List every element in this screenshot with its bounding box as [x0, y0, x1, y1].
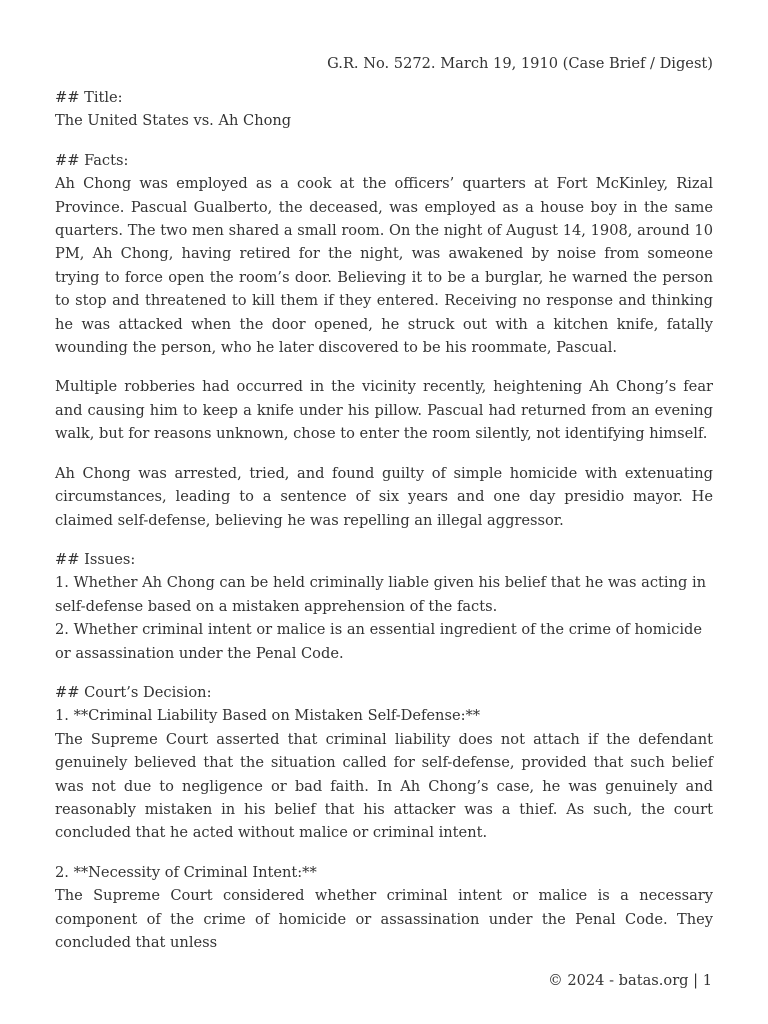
- decision-point-2-text: The Supreme Court considered whether criminal intent or malice is a necessary component of the crime of homicide or assassination under the Penal Code. They concluded that unless: [55, 887, 713, 951]
- title-section: [55, 86, 713, 133]
- facts-paragraph-2: Multiple robberies had occurred in the vicinity recently, heightening Ah Chong’s fear and causing him to keep a knife under his pillow. Pascual had returned from an evening walk, but for reasons unknown, chose to enter the room silently, not identifying himself.: [55, 378, 713, 443]
- facts-paragraph-3: Ah Chong was arrested, tried, and found guilty of simple homicide with extenuating circumstances, leading to a sentence of six years and one day presidio mayor. He claimed self-defense, believing he was repelling an illegal aggressor.: [55, 464, 713, 529]
- page-footer: © 2024 - batas.org | 1: [548, 972, 712, 989]
- facts-paragraph-1: Ah Chong was employed as a cook at the officers’ quarters at Fort McKinley, Rizal Province. Pascual Gualberto, the deceased, was employed as a house boy in the same quarters. The two men shared a small room. On the night of August 14, 1908, around 10 PM, Ah Chong, having retired for the night, was awakened by noise from someone trying to force open the room’s door. Believing it to be a burglar, he warned the person to stop and threatened to kill them if they entered. Receiving no response and thinking he was attacked when the door opened, he struck out with a kitchen knife, fatally wounding the person, who he later discovered to be his roommate, Pascual.: [55, 175, 713, 357]
- title-heading: ## Title:: [55, 89, 123, 106]
- issues-heading: ## Issues:: [55, 550, 136, 568]
- case-title: The United States vs. Ah Chong: [55, 112, 292, 130]
- decision-heading: ## Court’s Decision:: [55, 683, 212, 701]
- facts-heading: ## Facts:: [55, 151, 129, 169]
- decision-point-1-text: The Supreme Court asserted that criminal liability does not attach if the defendant genuinely believed that the situation called for self-defense, provided that such belief was not due to negligence or bad faith. In Ah Chong’s case, he was genuinely and reasonably mistaken in his belief that his attacker was a thief. As such, the court concluded that he acted without malice or criminal intent.: [55, 730, 713, 842]
- case-citation-header: G.R. No. 5272. March 19, 1910 (Case Brief / Digest): [327, 55, 713, 72]
- decision-point-2-block: [55, 861, 713, 955]
- issues-section: [55, 548, 713, 665]
- issue-item-1: 1. Whether Ah Chong can be held criminally liable given his belief that he was acting in self-defense based on a mistaken apprehension of the facts.: [55, 574, 707, 615]
- decision-section: [55, 681, 713, 845]
- facts-section: [55, 149, 713, 360]
- facts-paragraph-2-block: [55, 375, 713, 445]
- decision-point-1-title: 1. **Criminal Liability Based on Mistaken Self-Defense:**: [55, 707, 481, 725]
- document-body: [55, 86, 713, 970]
- decision-point-2-title: 2. **Necessity of Criminal Intent:**: [55, 863, 317, 881]
- facts-paragraph-3-block: [55, 462, 713, 532]
- issue-item-2: 2. Whether criminal intent or malice is an essential ingredient of the crime of homicide or assassination under the Penal Code.: [55, 621, 702, 662]
